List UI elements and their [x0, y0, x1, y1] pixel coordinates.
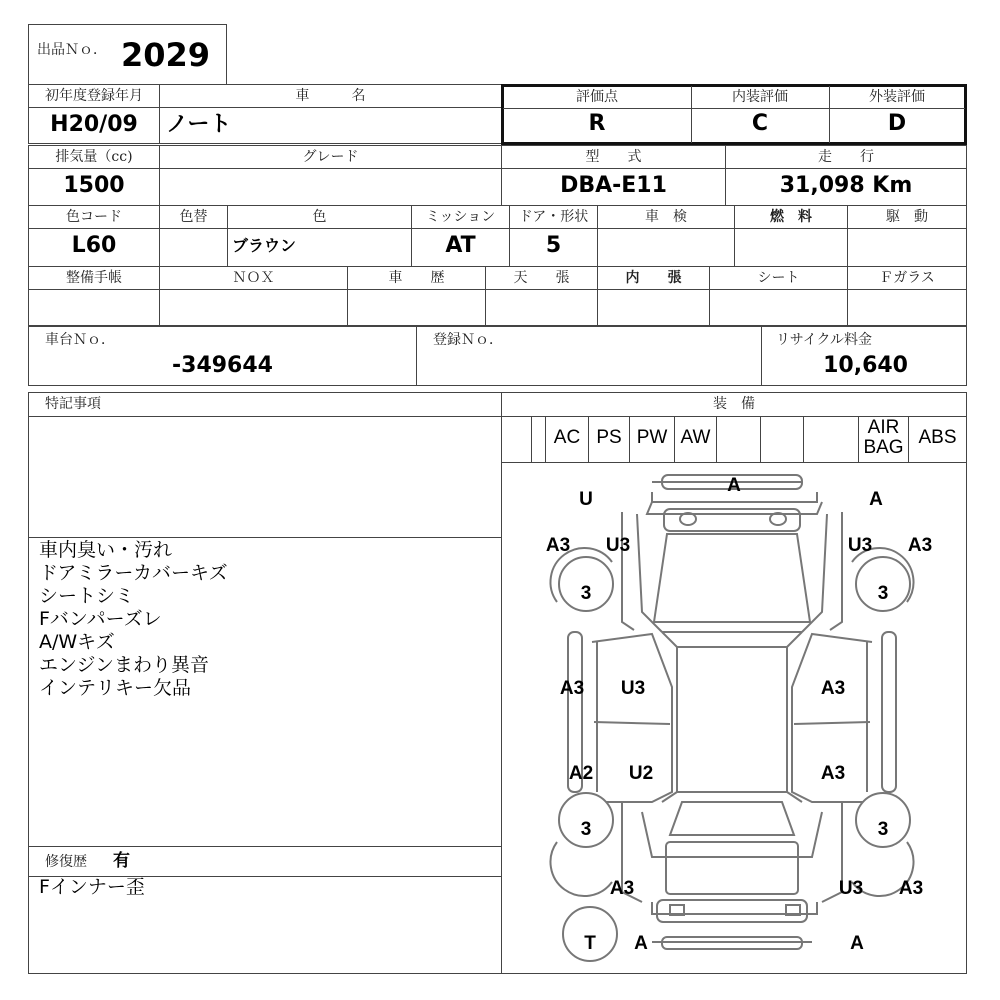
equipment-label: 装 備	[713, 396, 755, 412]
inspection-cell	[597, 205, 735, 267]
equipment-item: AC	[545, 416, 588, 462]
color-code-cell	[28, 205, 160, 267]
model-value: DBA-E11	[560, 173, 667, 198]
chassis-label: 車台Ｎｏ．	[45, 332, 115, 348]
car-diagram	[502, 462, 966, 973]
damage-mark: A	[727, 475, 741, 496]
displacement-cell	[28, 145, 160, 206]
model-cell	[501, 145, 726, 206]
doors-cell	[509, 205, 598, 267]
mileage-label: 走 行	[726, 146, 966, 169]
service-book-cell	[28, 266, 160, 326]
damage-mark: U2	[628, 763, 654, 784]
repair-label: 修復歴	[45, 854, 87, 870]
color-value: ブラウン	[232, 236, 297, 255]
reg-year-label: 初年度登録年月	[29, 85, 159, 108]
doors-value: 5	[545, 233, 562, 258]
drive-cell	[847, 205, 967, 267]
damage-mark: A3	[907, 535, 933, 556]
reg-year-cell	[28, 84, 160, 144]
interior-label: 内装評価	[691, 86, 829, 109]
damage-mark: U3	[847, 535, 873, 556]
exterior-value: D	[887, 111, 907, 136]
nox-cell	[159, 266, 348, 326]
recycle-label: リサイクル料金	[776, 332, 873, 348]
fuel-cell	[734, 205, 848, 267]
inspection-label: 車 検	[598, 206, 734, 229]
remark-line: 車内臭い・汚れ	[39, 539, 173, 561]
damage-mark: U	[579, 489, 593, 510]
chassis-value: -349644	[172, 353, 273, 378]
damage-mark: A	[850, 933, 864, 954]
repair-note: Fインナー歪	[39, 876, 145, 898]
model-label: 型 式	[502, 146, 725, 169]
color-cell	[227, 205, 412, 267]
damage-mark: A	[869, 489, 883, 510]
damage-mark: U3	[620, 678, 646, 699]
score-value: R	[588, 111, 606, 136]
remarks-label: 特記事項	[45, 396, 101, 412]
damage-mark: A3	[559, 678, 585, 699]
damage-mark: T	[584, 933, 596, 954]
grade-cell	[159, 145, 502, 206]
damage-mark: A2	[568, 763, 594, 784]
damage-mark: A3	[545, 535, 571, 556]
equipment-item: ABS	[908, 416, 966, 462]
color-code-label: 色コード	[29, 206, 159, 229]
equipment-item: AIR BAG	[858, 416, 908, 462]
transmission-cell	[411, 205, 510, 267]
chassis-cell	[28, 326, 417, 386]
damage-mark: A3	[609, 878, 635, 899]
remark-line: インテリキー欠品	[39, 677, 192, 699]
equipment-item	[760, 416, 803, 462]
mileage-value: 31,098 Km	[779, 173, 913, 198]
damage-mark: 3	[580, 583, 592, 604]
remarks-list	[39, 539, 228, 700]
equipment-item: AW	[674, 416, 716, 462]
equipment-item: PW	[629, 416, 674, 462]
transmission-value: AT	[445, 233, 476, 258]
color-label: 色	[228, 206, 411, 229]
registration-cell	[416, 326, 762, 386]
interior-cell	[691, 86, 830, 143]
seat-label: シート	[710, 267, 847, 290]
damage-mark: 3	[877, 583, 889, 604]
front-glass-label: Ｆガラス	[848, 267, 966, 290]
remark-line: A/Wキズ	[39, 631, 115, 653]
lot-box	[28, 24, 227, 85]
displacement-label: 排気量（cc)	[29, 146, 159, 169]
lot-number: 2029	[121, 36, 211, 74]
fuel-label: 燃 料	[735, 206, 847, 229]
trim-label: 内 張	[598, 267, 709, 290]
displacement-value: 1500	[63, 173, 125, 198]
car-name-label: 車 名	[160, 85, 501, 108]
front-glass-cell	[847, 266, 967, 326]
seat-cell	[709, 266, 848, 326]
score-label: 評価点	[503, 86, 691, 109]
transmission-label: ミッション	[412, 206, 509, 229]
registration-label: 登録Ｎｏ．	[433, 332, 503, 348]
headliner-cell	[485, 266, 598, 326]
color-code-value: L60	[71, 233, 117, 258]
damage-mark: U3	[605, 535, 631, 556]
drive-label: 駆 動	[848, 206, 966, 229]
nox-label: ＮＯＸ	[160, 267, 347, 290]
remark-line: ドアミラーカバーキズ	[39, 562, 228, 584]
trim-cell	[597, 266, 710, 326]
color-change-label: 色替	[160, 206, 227, 229]
equipment-item: PS	[588, 416, 629, 462]
equipment-item	[803, 416, 858, 462]
damage-mark: U3	[838, 878, 864, 899]
equipment-item	[531, 416, 545, 462]
damage-mark: A3	[820, 763, 846, 784]
lot-label: 出品Ｎｏ．	[37, 42, 107, 58]
history-cell	[347, 266, 486, 326]
damage-mark: A	[634, 933, 648, 954]
car-name-value: ノート	[166, 112, 232, 137]
damage-mark: 3	[877, 819, 889, 840]
service-book-label: 整備手帳	[29, 267, 159, 290]
color-change-cell	[159, 205, 228, 267]
remark-line: Fバンパーズレ	[39, 608, 162, 630]
history-label: 車 歴	[348, 267, 485, 290]
damage-mark: A3	[898, 878, 924, 899]
recycle-value: 10,640	[823, 353, 908, 378]
exterior-cell	[829, 86, 965, 143]
equipment-item	[716, 416, 760, 462]
doors-label: ドア・形状	[510, 206, 597, 229]
damage-mark: A3	[820, 678, 846, 699]
remark-line: シートシミ	[39, 585, 135, 607]
reg-year-value: H20/09	[50, 112, 138, 137]
grade-label: グレード	[160, 146, 501, 169]
car-name-cell	[159, 84, 502, 144]
recycle-cell	[761, 326, 967, 386]
damage-mark: 3	[580, 819, 592, 840]
mileage-cell	[725, 145, 967, 206]
score-cell	[503, 86, 692, 143]
repair-value: 有	[113, 851, 130, 871]
headliner-label: 天 張	[486, 267, 597, 290]
interior-value: C	[751, 111, 769, 136]
exterior-label: 外装評価	[829, 86, 965, 109]
remark-line: エンジンまわり異音	[39, 654, 210, 676]
remarks-panel	[28, 392, 502, 974]
